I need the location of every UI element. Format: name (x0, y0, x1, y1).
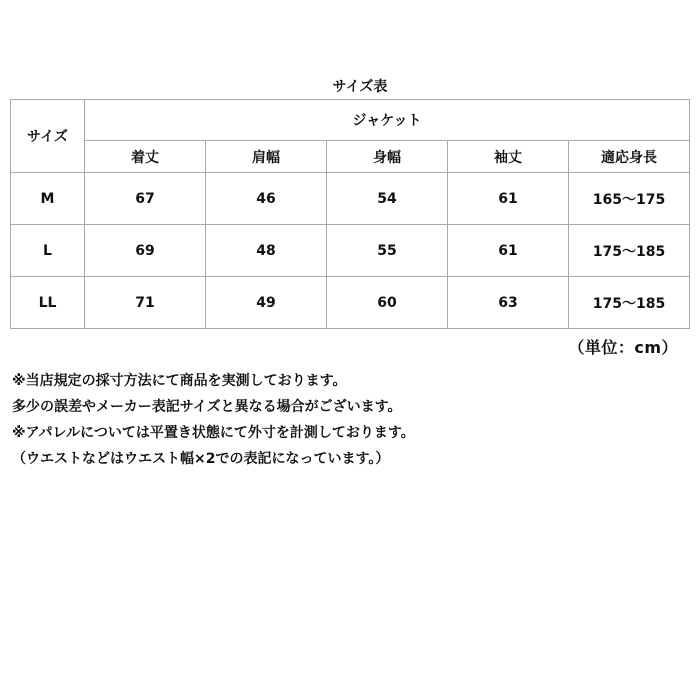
table-cell: 48 (206, 225, 327, 277)
table-cell: 61 (448, 225, 569, 277)
column-header: 身幅 (327, 141, 448, 173)
size-label-cell: LL (11, 277, 85, 329)
table-cell: 61 (448, 173, 569, 225)
notes (12, 368, 692, 472)
table-cell: 54 (327, 173, 448, 225)
size-label-cell: L (11, 225, 85, 277)
column-header: 袖丈 (448, 141, 569, 173)
column-header: 肩幅 (206, 141, 327, 173)
table-row (11, 173, 690, 225)
table-cell: 49 (206, 277, 327, 329)
table-column-header-row (11, 141, 690, 173)
column-header: 着丈 (85, 141, 206, 173)
table-cell: 46 (206, 173, 327, 225)
size-header-cell: サイズ (11, 100, 85, 173)
table-cell: 71 (85, 277, 206, 329)
size-table (10, 99, 690, 329)
unit-label: （単位：cm） (568, 338, 678, 357)
table-group-header-row (11, 100, 690, 141)
table-cell: 63 (448, 277, 569, 329)
table-row (11, 225, 690, 277)
group-header-cell: ジャケット (85, 100, 690, 141)
table-cell: 165～175 (569, 173, 690, 225)
table-cell: 175～185 (569, 277, 690, 329)
size-label-cell: M (11, 173, 85, 225)
table-row (11, 277, 690, 329)
table-cell: 60 (327, 277, 448, 329)
note-line: 多少の誤差やメーカー表記サイズと異なる場合がございます。 (12, 399, 402, 415)
table-cell: 175～185 (569, 225, 690, 277)
table-cell: 69 (85, 225, 206, 277)
table-cell: 67 (85, 173, 206, 225)
note-line: ※当店規定の採寸方法にて商品を実測しております。 (12, 373, 347, 389)
page-title: サイズ表 (332, 79, 388, 95)
note-line: ※アパレルについては平置き状態にて外寸を計測しております。 (12, 425, 415, 441)
note-line: （ウエストなどはウエスト幅×2での表記になっています。） (12, 451, 390, 467)
table-cell: 55 (327, 225, 448, 277)
column-header: 適応身長 (569, 141, 690, 173)
